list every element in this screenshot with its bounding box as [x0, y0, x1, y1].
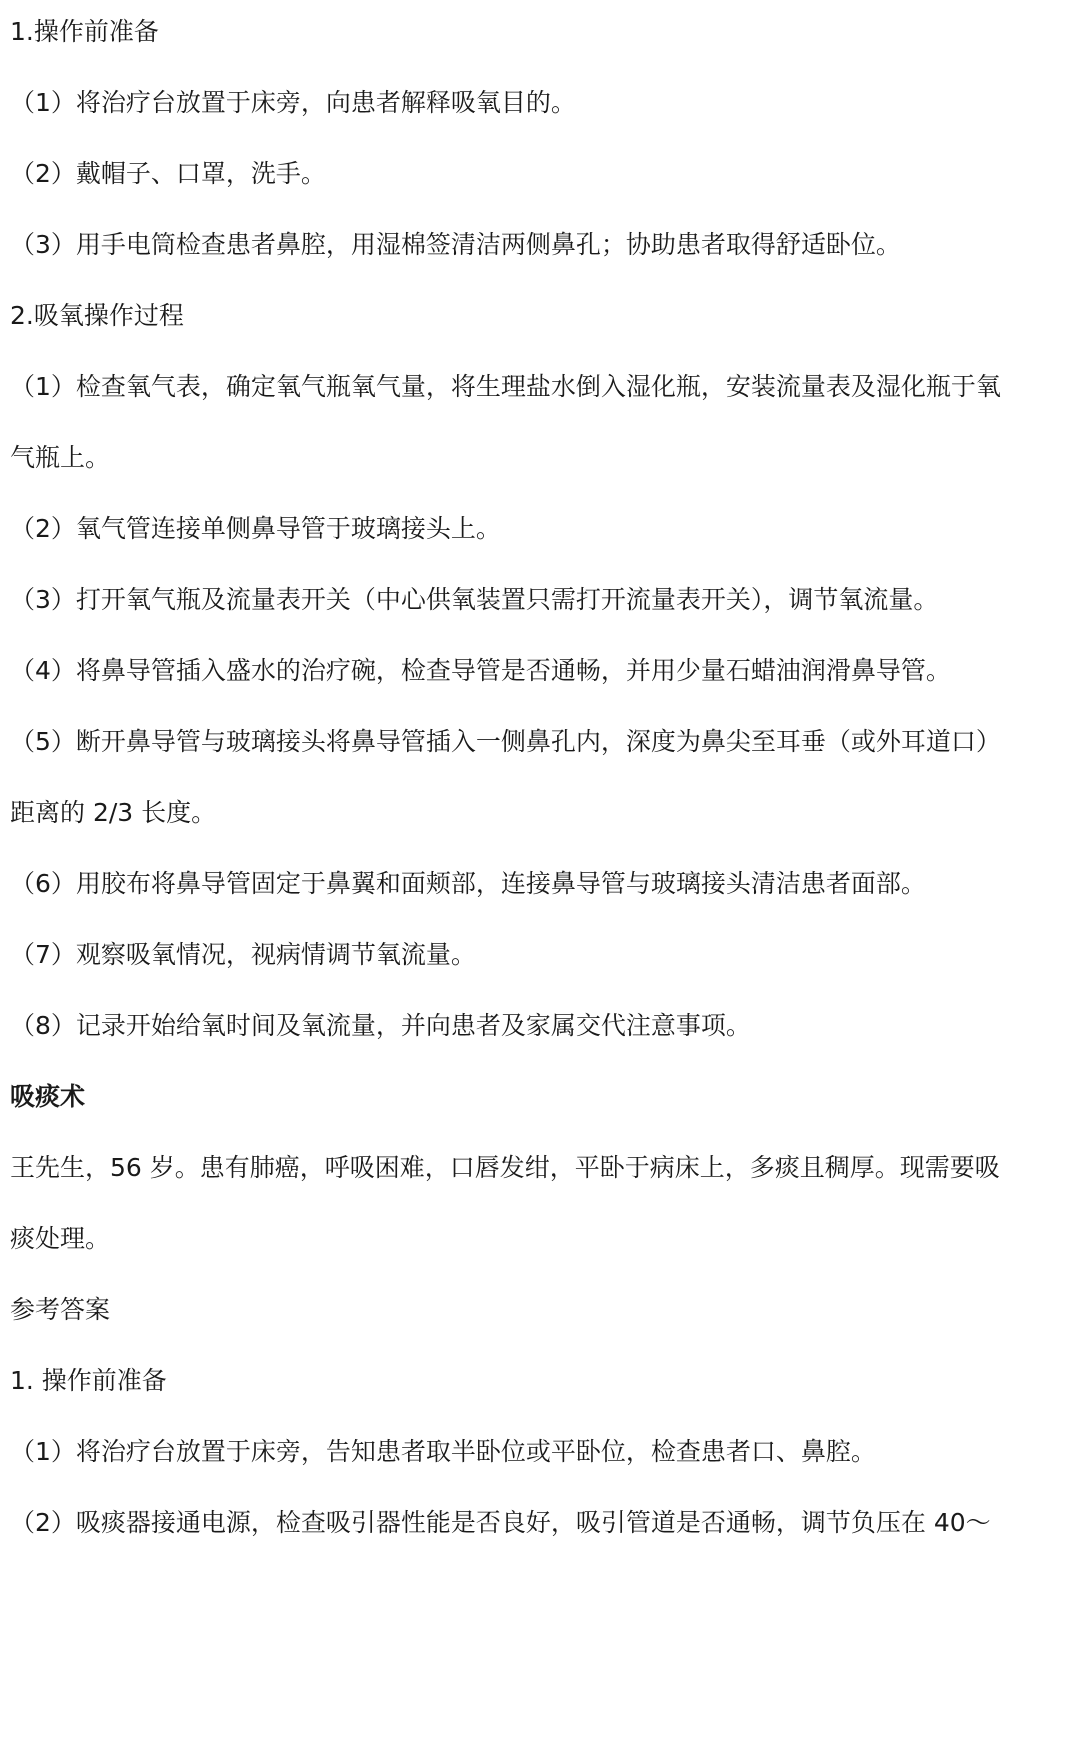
text-line: （2）氧气管连接单侧鼻导管于玻璃接头上。	[10, 514, 501, 543]
text-line: （1）将治疗台放置于床旁，告知患者取半卧位或平卧位，检查患者口、鼻腔。	[10, 1437, 876, 1466]
text-line: （3）打开氧气瓶及流量表开关（中心供氧装置只需打开流量表开关），调节氧流量。	[10, 585, 939, 614]
text-line: 吸痰术	[10, 1082, 86, 1111]
text-line: 1.操作前准备	[10, 17, 159, 46]
text-line: 王先生，56 岁。患有肺癌，呼吸困难，口唇发绀，平卧于病床上，多痰且稠厚。现需要吸	[10, 1153, 1000, 1182]
text-line: （4）将鼻导管插入盛水的治疗碗，检查导管是否通畅，并用少量石蜡油润滑鼻导管。	[10, 656, 951, 685]
text-line: （3）用手电筒检查患者鼻腔，用湿棉签清洁两侧鼻孔；协助患者取得舒适卧位。	[10, 230, 901, 259]
text-line: （1）将治疗台放置于床旁，向患者解释吸氧目的。	[10, 88, 576, 117]
text-line: （1）检查氧气表，确定氧气瓶氧气量，将生理盐水倒入湿化瓶，安装流量表及湿化瓶于氧	[10, 372, 1001, 401]
text-line: 参考答案	[10, 1295, 111, 1324]
text-line: （2）吸痰器接通电源，检查吸引器性能是否良好，吸引管道是否通畅，调节负压在 40～	[10, 1508, 991, 1537]
text-line: 1. 操作前准备	[10, 1366, 167, 1395]
text-line: （8）记录开始给氧时间及氧流量，并向患者及家属交代注意事项。	[10, 1011, 751, 1040]
text-line: 2.吸氧操作过程	[10, 301, 184, 330]
text-line: 痰处理。	[10, 1224, 111, 1253]
text-line: （5）断开鼻导管与玻璃接头将鼻导管插入一侧鼻孔内，深度为鼻尖至耳垂（或外耳道口）	[10, 727, 1001, 756]
text-line: （2）戴帽子、口罩，洗手。	[10, 159, 326, 188]
text-line: （7）观察吸氧情况，视病情调节氧流量。	[10, 940, 476, 969]
text-line: 气瓶上。	[10, 443, 111, 472]
text-line: （6）用胶布将鼻导管固定于鼻翼和面颊部，连接鼻导管与玻璃接头清洁患者面部。	[10, 869, 926, 898]
text-line: 距离的 2/3 长度。	[10, 798, 217, 827]
